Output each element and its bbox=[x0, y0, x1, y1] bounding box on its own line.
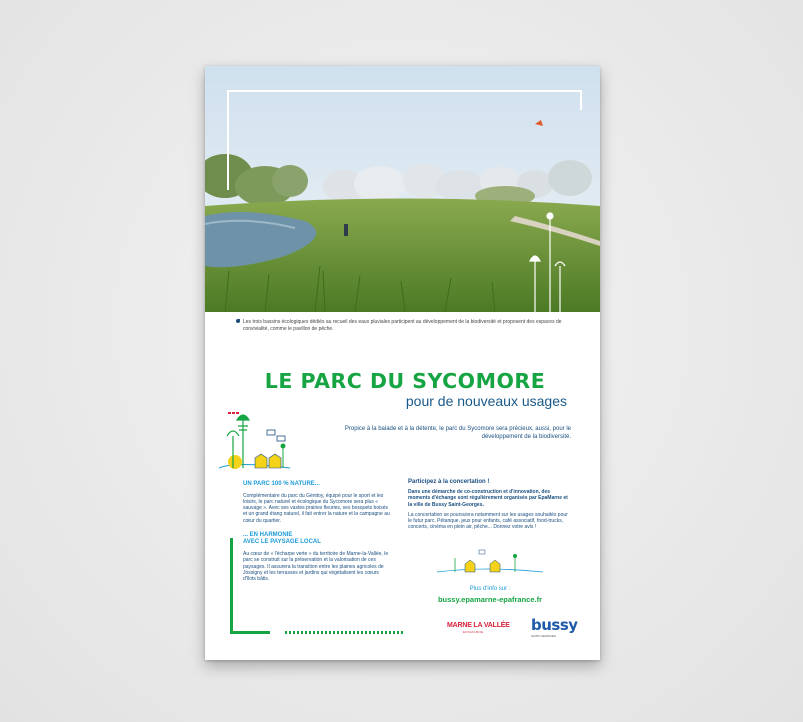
photo-caption: Les trois bassins écologiques dédiés au recueil des eaux pluviales participent au développement de la biodiversité et proposent des espaces de convivialité, comme le pavillon de pêche. bbox=[243, 319, 562, 332]
caption-marker-icon bbox=[236, 319, 240, 323]
poster bbox=[205, 66, 600, 660]
info-link[interactable]: bussy.epamarne-epafrance.fr bbox=[437, 595, 543, 604]
concertation-bold-text: Dans une démarche de co-construction et d'innovation, des moments d'échange sont régulièrement organisés par EpaMarne et la ville de Bussy Saint-Georges. bbox=[408, 489, 568, 508]
plants-illustration bbox=[215, 406, 295, 481]
photo-frame-line bbox=[227, 90, 582, 92]
concertation-text: La concertation se poursuivra notamment sur les usages souhaités pour le futur parc. Pétanque, jeux pour enfants, café associatif, food-trucks, concerts, cinéma en plein air, pêche... Donnez votre avis ! bbox=[408, 511, 568, 531]
bussy-logo: bussy bbox=[531, 616, 578, 634]
section-title: ... EN HARMONIE bbox=[243, 531, 293, 538]
decorative-dashed-line bbox=[285, 631, 405, 634]
section-text: Complémentaire du parc du Génitoy, équipé pour le sport et les loisirs, le parc naturel et écologique du Sycomore sera plus « sauvage ». Avec ses vastes prairies fleuries, ses bosquets boisés et un grand étang naturel, il fait entrer la nature et la campagne au cœur du quartier. bbox=[243, 492, 390, 524]
concertation-title: Participez à la concertation ! bbox=[408, 479, 490, 485]
marne-la-vallee-logo-sub: EPAMARNE bbox=[463, 630, 484, 634]
right-column bbox=[408, 479, 568, 531]
intro-text: Propice à la balade et à la détente, le parc du Sycomore sera précieux, aussi, pour le développement de la biodiversité. bbox=[344, 426, 571, 440]
marne-la-vallee-logo: MARNE LA VALLÉE bbox=[447, 622, 510, 629]
photo-frame-line bbox=[580, 90, 582, 110]
left-column bbox=[243, 481, 393, 582]
section-title: UN PARC 100 % NATURE... bbox=[243, 481, 320, 487]
bussy-logo-sub: SAINT-GEORGES bbox=[531, 634, 556, 638]
houses-illustration bbox=[435, 546, 545, 581]
section-text: Au cœur de « l'écharpe verte » du territoire de Marne-la-Vallée, le parc se construit sur la préservation et la valorisation de ces paysages. Il assurera la transition entre les plaines agricoles de Jossigny et les terrasses et jardins qui végétalisent les cœurs d'îlots bâtis. bbox=[243, 550, 389, 583]
photo-frame-line bbox=[227, 90, 229, 190]
section-title: AVEC LE PAYSAGE LOCAL bbox=[243, 539, 321, 546]
decorative-bracket bbox=[230, 631, 270, 634]
decorative-bracket bbox=[230, 538, 233, 634]
page-title: LE PARC DU SYCOMORE bbox=[264, 369, 546, 393]
page-subtitle: pour de nouveaux usages bbox=[405, 393, 567, 409]
park-photo bbox=[205, 66, 600, 312]
info-label: Plus d'info sur : bbox=[469, 586, 511, 592]
